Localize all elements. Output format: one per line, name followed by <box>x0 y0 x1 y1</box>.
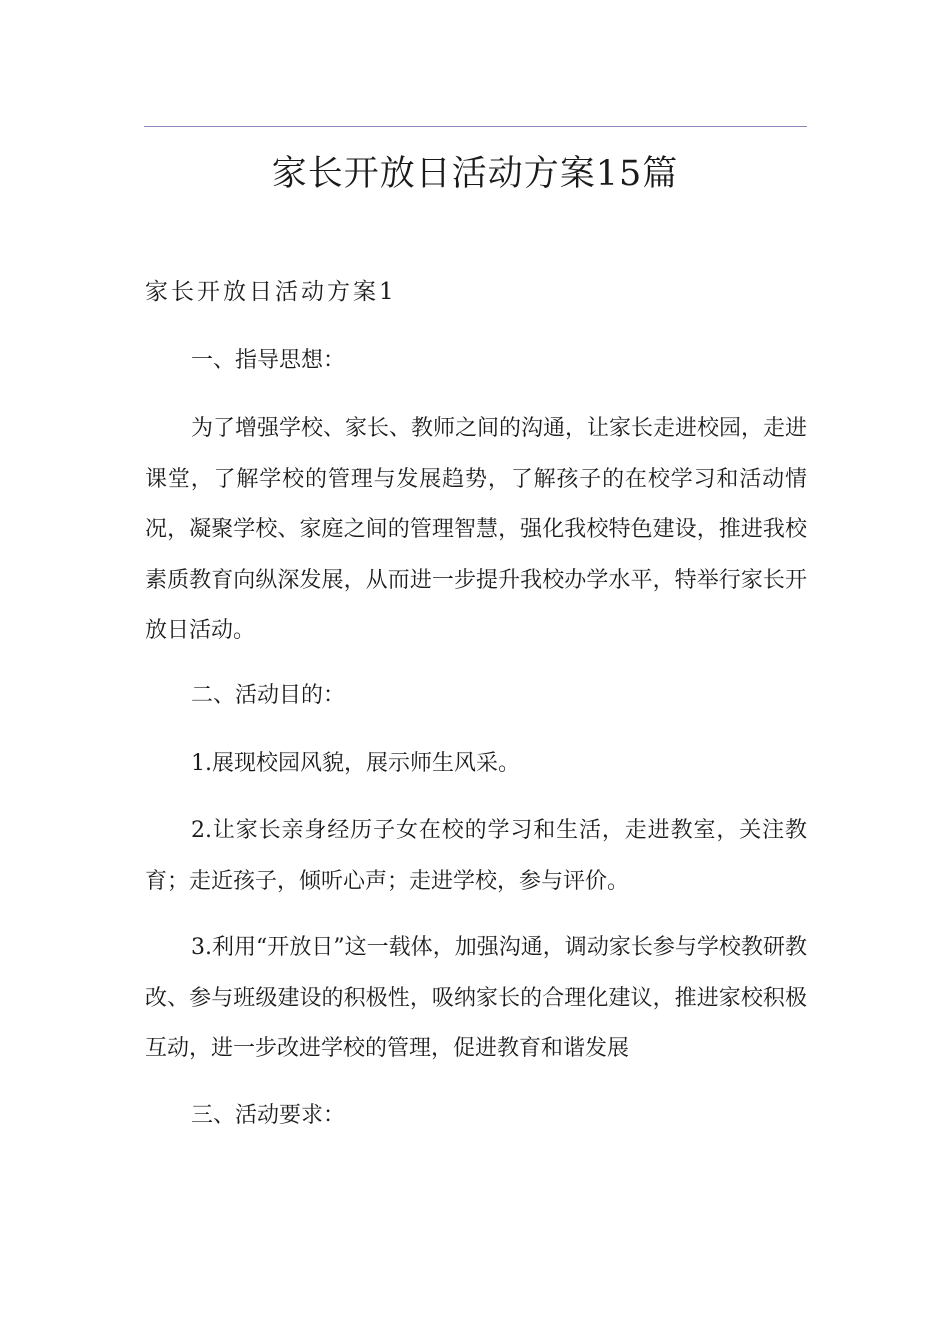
purpose-item-2: 2.让家长亲身经历子女在校的学习和生活，走进教室，关注教育；走近孩子，倾听心声；走进学校，参与评价。 <box>145 818 807 894</box>
paragraph-block <box>145 739 807 790</box>
paragraph-block <box>145 336 807 387</box>
paragraph-block <box>145 404 807 657</box>
heading-guiding-ideology: 一、指导思想： <box>191 348 346 373</box>
paragraph-block <box>145 671 807 722</box>
purpose-item-3: 3.利用“开放日”这一载体，加强沟通，调动家长参与学校教研教改、参与班级建设的积极性，吸纳家长的合理化建议，推进家校积极互动，进一步改进学校的管理，促进教育和谐发展 <box>145 935 807 1061</box>
paragraph-block <box>145 923 807 1075</box>
document-title: 家长开放日活动方案15篇 <box>271 154 679 194</box>
purpose-item-1: 1.展现校园风貌，展示师生风采。 <box>191 751 520 776</box>
section-heading: 家长开放日活动方案1 <box>145 279 397 305</box>
paragraph-block <box>145 1091 807 1142</box>
header-rule <box>144 126 807 127</box>
paragraph-block <box>145 806 807 907</box>
heading-activity-purpose: 二、活动目的： <box>191 683 346 708</box>
paragraph-guiding-ideology: 为了增强学校、家长、教师之间的沟通，让家长走进校园，走进课堂，了解学校的管理与发展趋势，了解孩子的在校学习和活动情况，凝聚学校、家庭之间的管理智慧，强化我校特色建设，推进我校素质教育向纵深发展，从而进一步提升我校办学水平，特举行家长开放日活动。 <box>145 416 808 643</box>
heading-activity-requirements: 三、活动要求： <box>191 1103 346 1128</box>
